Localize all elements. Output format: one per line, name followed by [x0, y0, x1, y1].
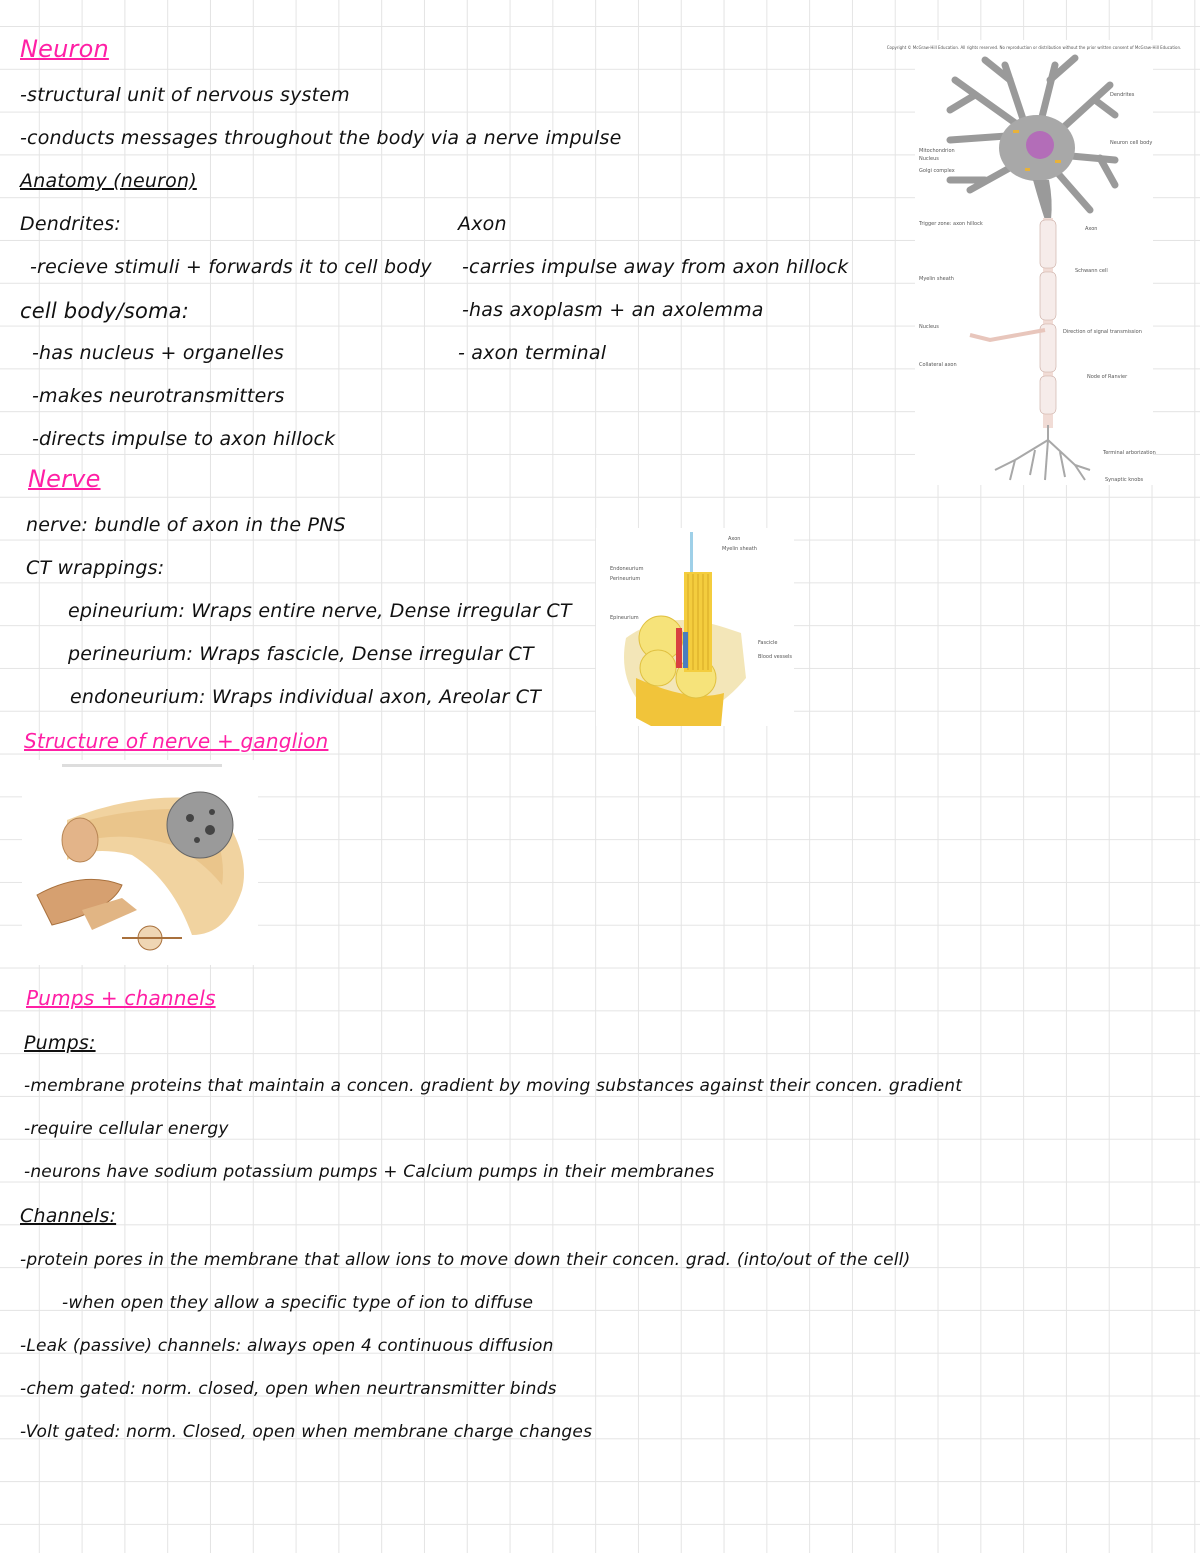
label-nucleus-2: Nucleus	[919, 324, 939, 330]
wrapping-perineurium: perineurium: Wraps fascicle, Dense irregular CT	[68, 643, 534, 665]
label-dendrites: Dendrites	[1110, 92, 1135, 98]
channels-label: Channels:	[20, 1205, 117, 1227]
channels-point-3: -Leak (passive) channels: always open 4 continuous diffusion	[20, 1336, 554, 1356]
nerve-ganglion-diagram	[22, 760, 258, 965]
soma-point-1: -has nucleus + organelles	[32, 342, 284, 364]
nerve-label-endoneurium: Endoneurium	[610, 566, 644, 572]
soma-point-3: -directs impulse to axon hillock	[32, 428, 336, 450]
anatomy-heading: Anatomy (neuron)	[20, 170, 197, 192]
channels-point-2: -when open they allow a specific type of ion to diffuse	[62, 1293, 534, 1313]
nerve-label-perineurium: Perineurium	[610, 576, 641, 582]
ct-wrappings-label: CT wrappings:	[26, 557, 165, 579]
pumps-point-2: -require cellular energy	[24, 1119, 229, 1139]
dendrites-point: -recieve stimuli + forwards it to cell body	[30, 256, 432, 278]
label-myelin-sheath: Myelin sheath	[919, 276, 954, 282]
nerve-label-myelin: Myelin sheath	[722, 546, 757, 552]
neuron-figure-copyright: Copyright © McGraw-Hill Education. All rights reserved. No reproduction or distribution without the prior written consent of McGraw-Hill Education.	[886, 45, 1182, 50]
label-direction: Direction of signal transmission	[1063, 329, 1142, 335]
neuron-point-2: -conducts messages throughout the body via a nerve impulse	[20, 127, 622, 149]
label-collateral-axon: Collateral axon	[919, 362, 957, 368]
nerve-label-axon: Axon	[728, 536, 741, 542]
pumps-channels-heading: Pumps + channels	[26, 986, 216, 1010]
axon-point-1: -carries impulse away from axon hillock	[462, 256, 849, 278]
dendrites-label: Dendrites:	[20, 213, 121, 235]
pumps-point-1: -membrane proteins that maintain a concen. gradient by moving substances against their concen. gradient	[24, 1076, 963, 1096]
label-terminal: Terminal arborization	[1103, 450, 1156, 456]
structure-heading: Structure of nerve + ganglion	[24, 729, 329, 753]
wrapping-endoneurium: endoneurium: Wraps individual axon, Areolar CT	[70, 686, 542, 708]
pumps-point-3: -neurons have sodium potassium pumps + Calcium pumps in their membranes	[24, 1162, 715, 1182]
axon-point-3: - axon terminal	[458, 342, 607, 364]
axon-label: Axon	[458, 213, 507, 235]
nerve-diagram	[596, 528, 794, 726]
nerve-heading: Nerve	[28, 465, 101, 493]
nerve-label-fascicle: Fascicle	[758, 640, 778, 646]
label-mitochondrion: Mitochondrion	[919, 148, 955, 154]
label-synaptic: Synaptic knobs	[1105, 477, 1144, 483]
label-schwann: Schwann cell	[1075, 268, 1108, 274]
label-nucleus: Nucleus	[919, 156, 939, 162]
label-node: Node of Ranvier	[1087, 374, 1128, 380]
wrapping-epineurium: epineurium: Wraps entire nerve, Dense irregular CT	[68, 600, 572, 622]
channels-point-5: -Volt gated: norm. Closed, open when membrane charge changes	[20, 1422, 593, 1442]
label-axon: Axon	[1085, 226, 1098, 232]
label-trigger-zone: Trigger zone: axon hillock	[919, 221, 983, 227]
channels-point-4: -chem gated: norm. closed, open when neurtransmitter binds	[20, 1379, 557, 1399]
nerve-definition: nerve: bundle of axon in the PNS	[26, 514, 346, 536]
axon-point-2: -has axoplasm + an axolemma	[462, 299, 764, 321]
neuron-point-1: -structural unit of nervous system	[20, 84, 350, 106]
soma-label: cell body/soma:	[20, 299, 190, 323]
channels-point-1: -protein pores in the membrane that allow ions to move down their concen. grad. (into/out of the cell)	[20, 1250, 911, 1270]
neuron-heading: Neuron	[20, 35, 109, 63]
nerve-label-blood-vessels: Blood vessels	[758, 654, 793, 660]
nerve-label-epineurium: Epineurium	[610, 615, 639, 621]
soma-point-2: -makes neurotransmitters	[32, 385, 285, 407]
label-golgi: Golgi complex	[919, 168, 955, 174]
neuron-diagram	[886, 40, 1182, 485]
label-cell-body: Neuron cell body	[1110, 140, 1153, 146]
pumps-label: Pumps:	[24, 1032, 96, 1054]
